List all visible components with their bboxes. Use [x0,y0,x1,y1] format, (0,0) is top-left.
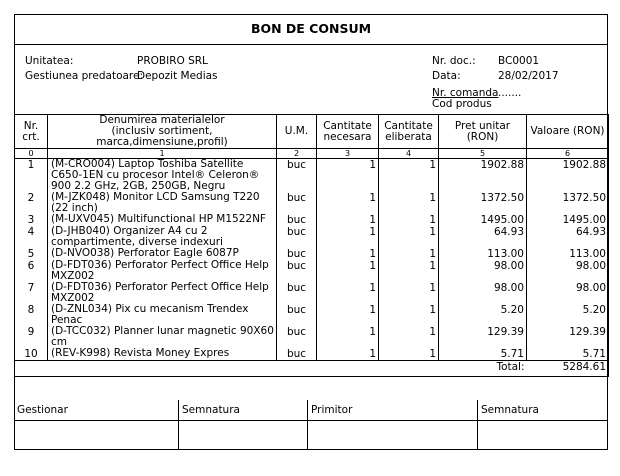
item-pret: 113.00 [439,248,527,260]
item-valoare: 129.39 [527,326,609,348]
item-um: buc [277,260,317,282]
col-um-header: U.M. [277,115,317,149]
column-index-row [15,149,609,159]
item-cant-necesara: 1 [317,159,379,193]
col-index: 3 [317,149,379,159]
item-cant-eliberata: 1 [379,348,439,361]
total-value: 5284.61 [527,361,609,377]
semnatura-primitor-label: Semnatura [481,404,539,416]
item-cant-eliberata: 1 [379,214,439,226]
col-denumire-header [48,115,277,149]
item-cant-eliberata: 1 [379,326,439,348]
signature-separator [307,400,308,450]
item-valoare: 98.00 [527,282,609,304]
item-cant-eliberata: 1 [379,282,439,304]
item-um: buc [277,192,317,214]
item-um: buc [277,214,317,226]
col-index: 1 [48,149,277,159]
col-index: 5 [439,149,527,159]
item-nr: 1 [15,159,48,193]
item-um: buc [277,348,317,361]
item-denumire: (M-JZK048) Monitor LCD Samsung T220 (22 inch) [48,192,277,214]
item-denumire: (D-JHB040) Organizer A4 cu 2 compartimente, diverse indexuri [48,226,277,248]
col-valoare-header: Valoare (RON) [527,115,609,149]
gestiune-value: Depozit Medias [137,70,218,82]
document-title: BON DE CONSUM [250,21,372,36]
item-nr: 8 [15,304,48,326]
nr-doc-value: BC0001 [498,55,540,67]
total-row [15,361,609,377]
table-row [15,260,609,282]
signature-separator [477,400,478,450]
col-denumire-line1: Denumirea materialelor [99,114,225,126]
unitatea-label: Unitatea: [25,55,74,67]
table-row [15,304,609,326]
table-row [15,226,609,248]
signature-divider [14,420,608,421]
item-cant-necesara: 1 [317,226,379,248]
table-row [15,326,609,348]
item-nr: 5 [15,248,48,260]
item-denumire: (M-UXV045) Multifunctional HP M1522NF [48,214,277,226]
item-cant-eliberata: 1 [379,159,439,193]
item-pret: 1495.00 [439,214,527,226]
item-denumire: (D-TCC032) Planner lunar magnetic 90X60 cm [48,326,277,348]
col-nr-header: Nr. crt. [15,115,48,149]
item-um: buc [277,248,317,260]
nr-comanda-value: ....... [498,87,522,99]
data-value: 28/02/2017 [498,70,559,82]
gestionar-label: Gestionar [17,404,68,416]
item-cant-necesara: 1 [317,248,379,260]
item-cant-necesara: 1 [317,260,379,282]
col-index: 2 [277,149,317,159]
semnatura-gestionar-label: Semnatura [182,404,240,416]
item-cant-necesara: 1 [317,326,379,348]
data-label: Data: [432,70,461,82]
item-denumire: (D-ZNL034) Pix cu mecanism Trendex Penac [48,304,277,326]
table-row [15,348,609,361]
item-um: buc [277,282,317,304]
item-pret: 129.39 [439,326,527,348]
item-nr: 2 [15,192,48,214]
item-cant-eliberata: 1 [379,226,439,248]
table-header-row [15,115,609,149]
item-valoare: 5.71 [527,348,609,361]
item-cant-necesara: 1 [317,348,379,361]
item-pret: 5.20 [439,304,527,326]
col-cant-nec-header: Cantitate necesara [317,115,379,149]
item-denumire: (M-CRO004) Laptop Toshiba Satellite C650-1EN cu procesor Intel® Celeron® 900 2.2 GHz, 2GB, 250GB, Negru [48,159,277,193]
col-index: 6 [527,149,609,159]
item-cant-necesara: 1 [317,192,379,214]
cod-produs-label: Cod produs [432,98,492,110]
col-pret-header: Pret unitar (RON) [439,115,527,149]
title-divider [14,44,608,45]
col-denumire-line2: (inclusiv sortiment, marca,dimensiune,profil) [96,125,228,148]
item-valoare: 64.93 [527,226,609,248]
item-denumire: (D-FDT036) Perforator Perfect Office Help MXZ002 [48,282,277,304]
nr-comanda-label: Nr. comanda [432,87,499,99]
table-row [15,159,609,193]
items-body [15,159,609,361]
item-denumire: (REV-K998) Revista Money Expres [48,348,277,361]
item-denumire: (D-NVO038) Perforator Eagle 6087P [48,248,277,260]
item-cant-eliberata: 1 [379,304,439,326]
item-nr: 3 [15,214,48,226]
table-row [15,282,609,304]
unitatea-value: PROBIRO SRL [137,55,208,67]
item-cant-necesara: 1 [317,214,379,226]
item-nr: 7 [15,282,48,304]
item-pret: 98.00 [439,282,527,304]
item-pret: 98.00 [439,260,527,282]
item-um: buc [277,159,317,193]
item-um: buc [277,226,317,248]
item-cant-necesara: 1 [317,282,379,304]
item-nr: 10 [15,348,48,361]
item-cant-eliberata: 1 [379,248,439,260]
item-valoare: 1495.00 [527,214,609,226]
item-nr: 9 [15,326,48,348]
items-table [14,114,609,377]
item-pret: 1372.50 [439,192,527,214]
item-pret: 64.93 [439,226,527,248]
item-valoare: 5.20 [527,304,609,326]
item-um: buc [277,304,317,326]
item-um: buc [277,326,317,348]
item-valoare: 98.00 [527,260,609,282]
total-label: Total: [15,361,527,377]
item-valoare: 1902.88 [527,159,609,193]
gestiune-label: Gestiunea predatoare: [25,70,144,82]
item-denumire: (D-FDT036) Perforator Perfect Office Help MXZ002 [48,260,277,282]
item-nr: 6 [15,260,48,282]
item-valoare: 1372.50 [527,192,609,214]
item-cant-eliberata: 1 [379,260,439,282]
col-index: 0 [15,149,48,159]
col-index: 4 [379,149,439,159]
item-pret: 1902.88 [439,159,527,193]
nr-doc-label: Nr. doc.: [432,55,476,67]
item-cant-necesara: 1 [317,304,379,326]
item-pret: 5.71 [439,348,527,361]
col-cant-elib-header: Cantitate eliberata [379,115,439,149]
table-row [15,192,609,214]
primitor-label: Primitor [311,404,353,416]
item-cant-eliberata: 1 [379,192,439,214]
item-nr: 4 [15,226,48,248]
signature-separator [178,400,179,450]
item-valoare: 113.00 [527,248,609,260]
